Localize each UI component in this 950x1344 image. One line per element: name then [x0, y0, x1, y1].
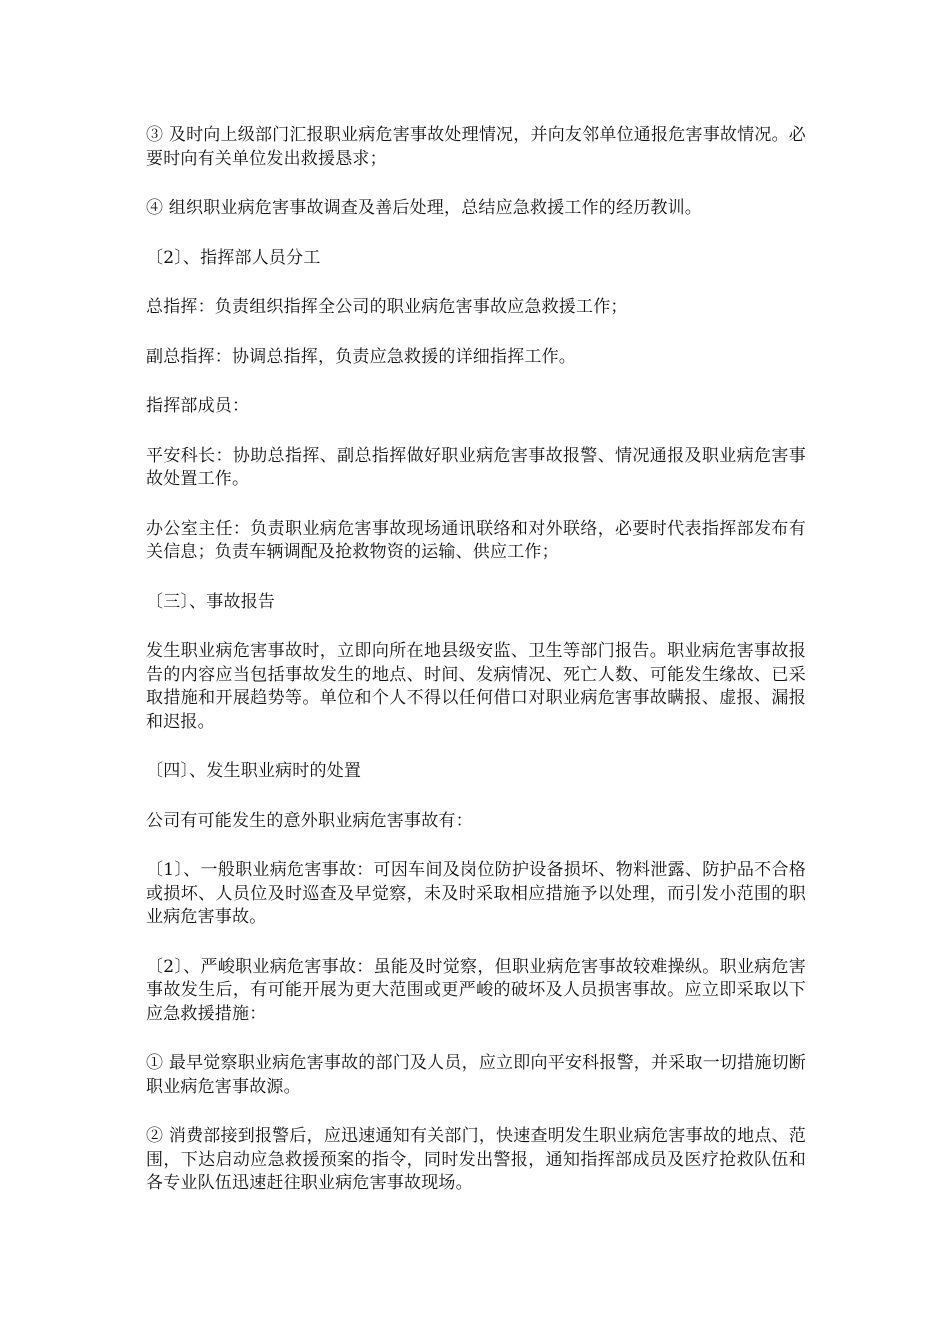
paragraph-command-members: 指挥部成员： — [146, 396, 250, 416]
paragraph-commander: 总指挥：负责组织指挥全公司的职业病危害事故应急救援工作； — [146, 297, 628, 317]
paragraph-general-accident: 〔1〕、一般职业病危害事故：可因车间及岗位防护设备损坏、物料泄露、防护品不合格或损坏、人员位及时巡查及早觉察，未及时采取相应措施予以处理，而引发小范围的职业病危害事故。 — [146, 860, 806, 927]
paragraph-accident-report: 发生职业病危害事故时，立即向所在地县级安监、卫生等部门报告。职业病危害事故报告的内容应当包括事故发生的地点、时间、发病情况、死亡人数、可能发生缘故、已采取措施和开展趋势等。单位和个人不得以任何借口对职业病危害事故瞒报、虚报、漏报和迟报。 — [146, 641, 806, 732]
paragraph-first-discovery: ① 最早觉察职业病危害事故的部门及人员，应立即向平安科报警，并采取一切措施切断职业病危害事故源。 — [146, 1053, 806, 1097]
paragraph-serious-accident: 〔2〕、严峻职业病危害事故：虽能及时觉察，但职业病危害事故较难操纵。职业病危害事故发生后，有可能开展为更大范围或更严峻的破坏及人员损害事故。应立即采取以下应急救援措施： — [146, 956, 806, 1024]
paragraph-deputy-commander: 副总指挥：协调总指挥，负责应急救援的详细指挥工作。 — [146, 346, 576, 367]
section-heading-disposal: 〔四〕、发生职业病时的处置 — [146, 761, 362, 781]
section-heading-accident-report: 〔三〕、事故报告 — [146, 591, 276, 612]
paragraph-possible-accidents: 公司有可能发生的意外职业病危害事故有： — [146, 810, 473, 831]
paragraph-office-director: 办公室主任：负责职业病危害事故现场通讯联络和对外联络，必要时代表指挥部发布有关信息；负责车辆调配及抢救物资的运输、供应工作； — [146, 518, 806, 562]
paragraph-safety-chief: 平安科长：协助总指挥、副总指挥做好职业病危害事故报警、情况通报及职业病危害事故处置工作。 — [146, 445, 806, 489]
section-heading-staff-division: 〔2〕、指挥部人员分工 — [146, 247, 321, 268]
paragraph-investigation: ④ 组织职业病危害事故调查及善后处理，总结应急救援工作的经历教训。 — [146, 198, 703, 218]
document-body — [146, 124, 806, 1222]
paragraph-report-superiors: ③ 及时向上级部门汇报职业病危害事故处理情况，并向友邻单位通报危害事故情况。必要时向有关单位发出救援恳求； — [146, 125, 806, 169]
paragraph-production-dept: ② 消费部接到报警后，应迅速通知有关部门，快速查明发生职业病危害事故的地点、范围，下达启动应急救援预案的指令，同时发出警报，通知指挥部成员及医疗抢救队伍和各专业队伍迅速赶往职业病危害事故现场。 — [146, 1126, 806, 1193]
